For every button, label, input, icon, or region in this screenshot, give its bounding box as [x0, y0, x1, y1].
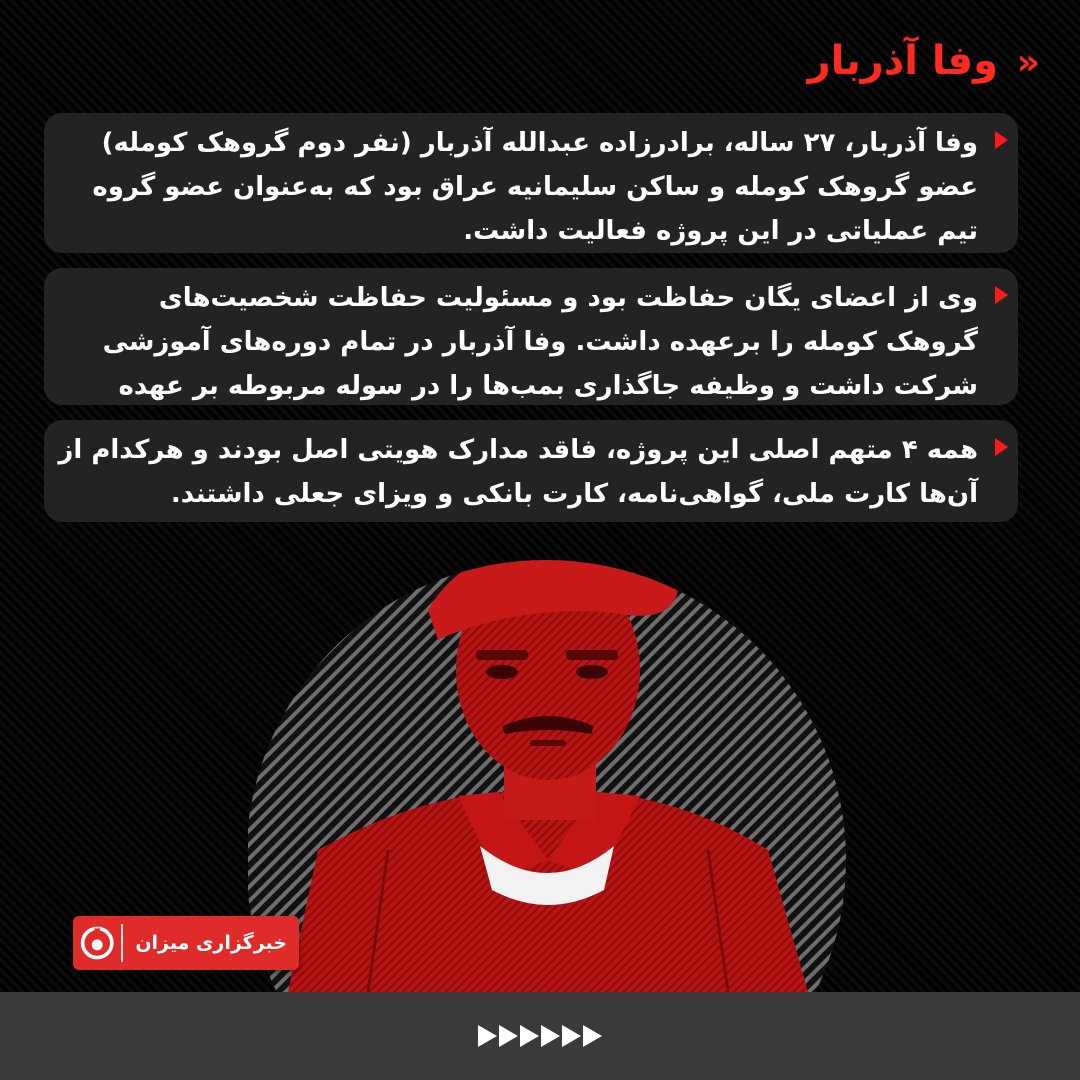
portrait-image [248, 560, 860, 992]
logo-divider [121, 924, 123, 962]
bullet-marker-icon [995, 286, 1008, 304]
footer-bar [0, 992, 1080, 1080]
play-arrow-icon [478, 1025, 497, 1047]
title-chevron-icon: » [1016, 42, 1040, 83]
logo-text: خبرگزاری میزان [135, 932, 287, 954]
page-title: وفا آذربار [807, 38, 998, 84]
bullet-text: وی از اعضای یگان حفاظت بود و مسئولیت حفاظت شخصیت‌های گروهک کومله را برعهده داشت. وفا آذربار در تمام دوره‌های آموزشی شرکت داشت و وظیفه جاگذاری بمب‌ها را در سوله مربوطه بر عهده [102, 283, 978, 401]
bullet-marker-icon [995, 438, 1008, 456]
bullet-text: وفا آذربار، ۲۷ ساله، برادرزاده عبدالله آذربار (نفر دوم گروهک کومله) عضو گروهک کومله و ساکن سلیمانیه عراق بود که به‌عنوان عضو گروه تیم عملیاتی در این پروژه فعالیت داشت. [92, 128, 978, 246]
play-arrow-icon [499, 1025, 518, 1047]
bullet-item-3 [44, 420, 1018, 522]
bullet-item-1 [44, 113, 1018, 253]
bullet-marker-icon [995, 131, 1008, 149]
play-arrow-icon [583, 1025, 602, 1047]
bullet-item-2 [44, 268, 1018, 405]
mizan-logo-icon [79, 923, 115, 963]
bullet-text: همه ۴ متهم اصلی این پروژه، فاقد مدارک هویتی اصل بودند و هرکدام از آن‌ها کارت ملی، گواهی‌نامه، کارت بانکی و ویزای جعلی داشتند. [58, 435, 978, 509]
next-arrows[interactable] [478, 1025, 602, 1047]
play-arrow-icon [520, 1025, 539, 1047]
play-arrow-icon [562, 1025, 581, 1047]
play-arrow-icon [541, 1025, 560, 1047]
news-agency-logo [73, 916, 299, 970]
